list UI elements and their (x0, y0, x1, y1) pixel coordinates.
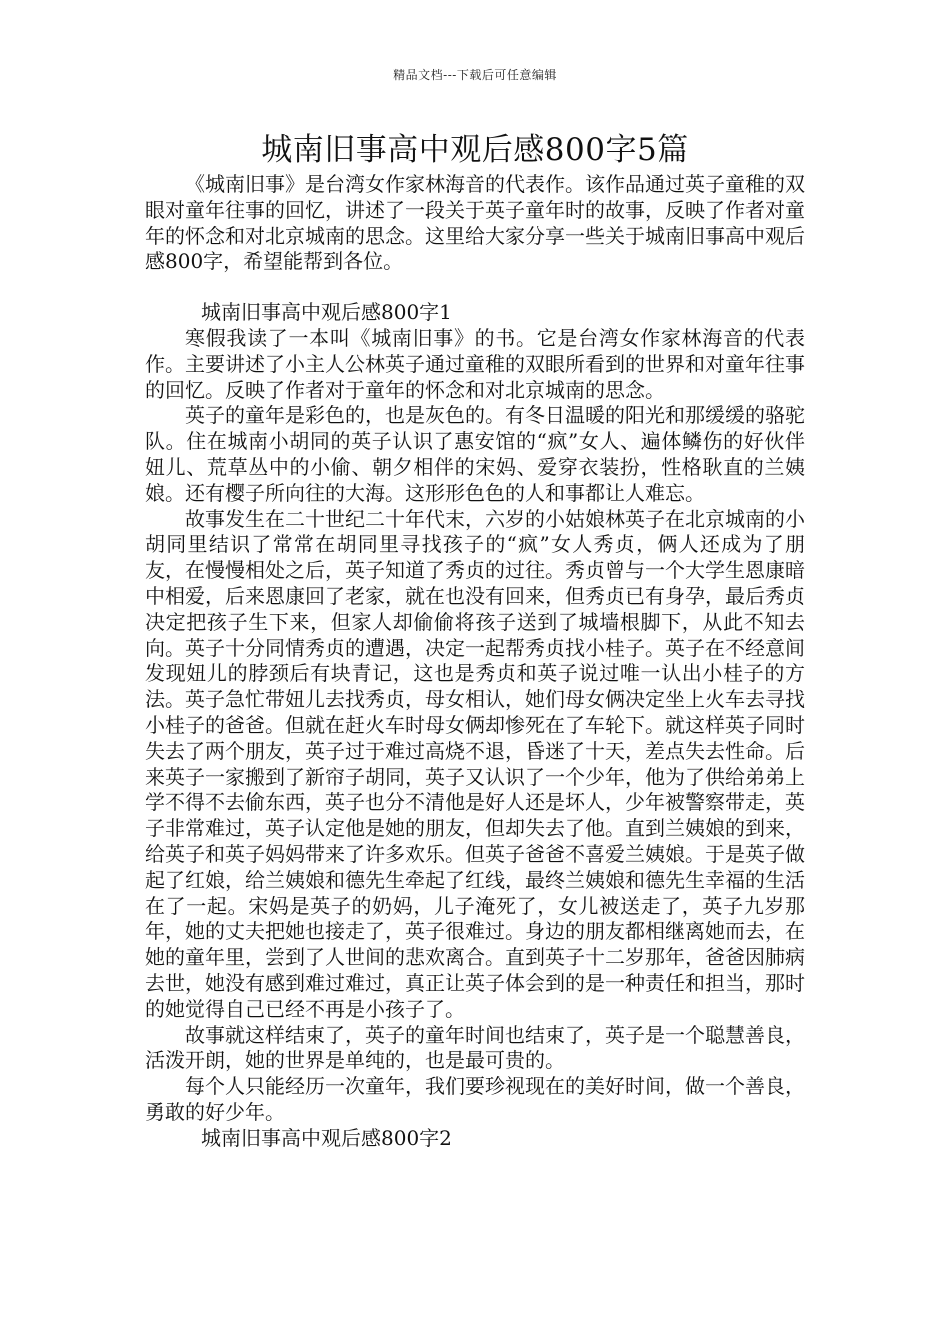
body-paragraph: 寒假我读了一本叫《城南旧事》的书。它是台湾女作家林海音的代表作。主要讲述了小主人公林英子通过童稚的双眼所看到的世界和对童年往事的回忆。反映了作者对于童年的怀念和对北京城南的思念。 (145, 325, 805, 402)
body-paragraph: 英子的童年是彩色的，也是灰色的。有冬日温暖的阳光和那缓缓的骆驼队。住在城南小胡同的英子认识了惠安馆的“疯”女人、遍体鳞伤的好伙伴妞儿、荒草丛中的小偷、朝夕相伴的宋妈、爱穿衣装扮，性格耿直的兰姨娘。还有樱子所向往的大海。这形形色色的人和事都让人难忘。 (145, 403, 805, 505)
body-paragraph: 每个人只能经历一次童年，我们要珍视现在的美好时间，做一个善良，勇敢的好少年。 (145, 1074, 805, 1124)
body-paragraph: 故事发生在二十世纪二十年代末，六岁的小姑娘林英子在北京城南的小胡同里结识了常常在胡同里寻找孩子的“疯”女人秀贞，俩人还成为了朋友，在慢慢相处之后，英子知道了秀贞的过往。秀贞曾与一个大学生恩康暗中相爱，后来恩康回了老家，就在也没有回来，但秀贞已有身孕，最后秀贞决定把孩子生下来，但家人却偷偷将孩子送到了城墙根脚下，从此不知去向。英子十分同情秀贞的遭遇，决定一起帮秀贞找小桂子。英子在不经意间发现妞儿的脖颈后有块青记，这也是秀贞和英子说过唯一认出小桂子的方法。英子急忙带妞儿去找秀贞，母女相认，她们母女俩决定坐上火车去寻找小桂子的爸爸。但就在赶火车时母女俩却惨死在了车轮下。就这样英子同时失去了两个朋友，英子过于难过高烧不退，昏迷了十天，差点失去性命。后来英子一家搬到了新帘子胡同，英子又认识了一个少年，他为了供给弟弟上学不得不去偷东西，英子也分不清他是好人还是坏人，少年被警察带走，英子非常难过，英子认定他是她的朋友，但却失去了他。直到兰姨娘的到来，给英子和英子妈妈带来了许多欢乐。但英子爸爸不喜爱兰姨娘。于是英子做起了红娘，给兰姨娘和德先生牵起了红线，最终兰姨娘和德先生幸福的生活在了一起。宋妈是英子的奶妈，儿子淹死了，女儿被送走了，英子九岁那年，她的丈夫把她也接走了，英子很难过。身边的朋友都相继离她而去，在她的童年里，尝到了人世间的悲欢离合。直到英子十二岁那年，爸爸因肺病去世，她没有感到难过难过，真正让英子体会到的是一种责任和担当，那时的她觉得自己已经不再是小孩子了。 (145, 506, 805, 1021)
header-note: 精品文档---下载后可任意编辑 (393, 68, 557, 82)
intro-paragraph: 《城南旧事》是台湾女作家林海音的代表作。该作品通过英子童稚的双眼对童年往事的回忆，讲述了一段关于英子童年时的故事，反映了作者对童年的怀念和对北京城南的思念。这里给大家分享一些关于城南旧事高中观后感800字，希望能帮到各位。 (145, 172, 805, 274)
paragraph-gap (145, 275, 805, 300)
body-paragraph: 故事就这样结束了，英子的童年时间也结束了，英子是一个聪慧善良，活泼开朗，她的世界是单纯的，也是最可贵的。 (145, 1022, 805, 1073)
page-title: 城南旧事高中观后感800字5篇 (261, 132, 689, 168)
section-heading-1: 城南旧事高中观后感800字1 (201, 300, 452, 325)
section-heading-2: 城南旧事高中观后感800字2 (201, 1125, 452, 1150)
article-body (145, 172, 805, 1151)
